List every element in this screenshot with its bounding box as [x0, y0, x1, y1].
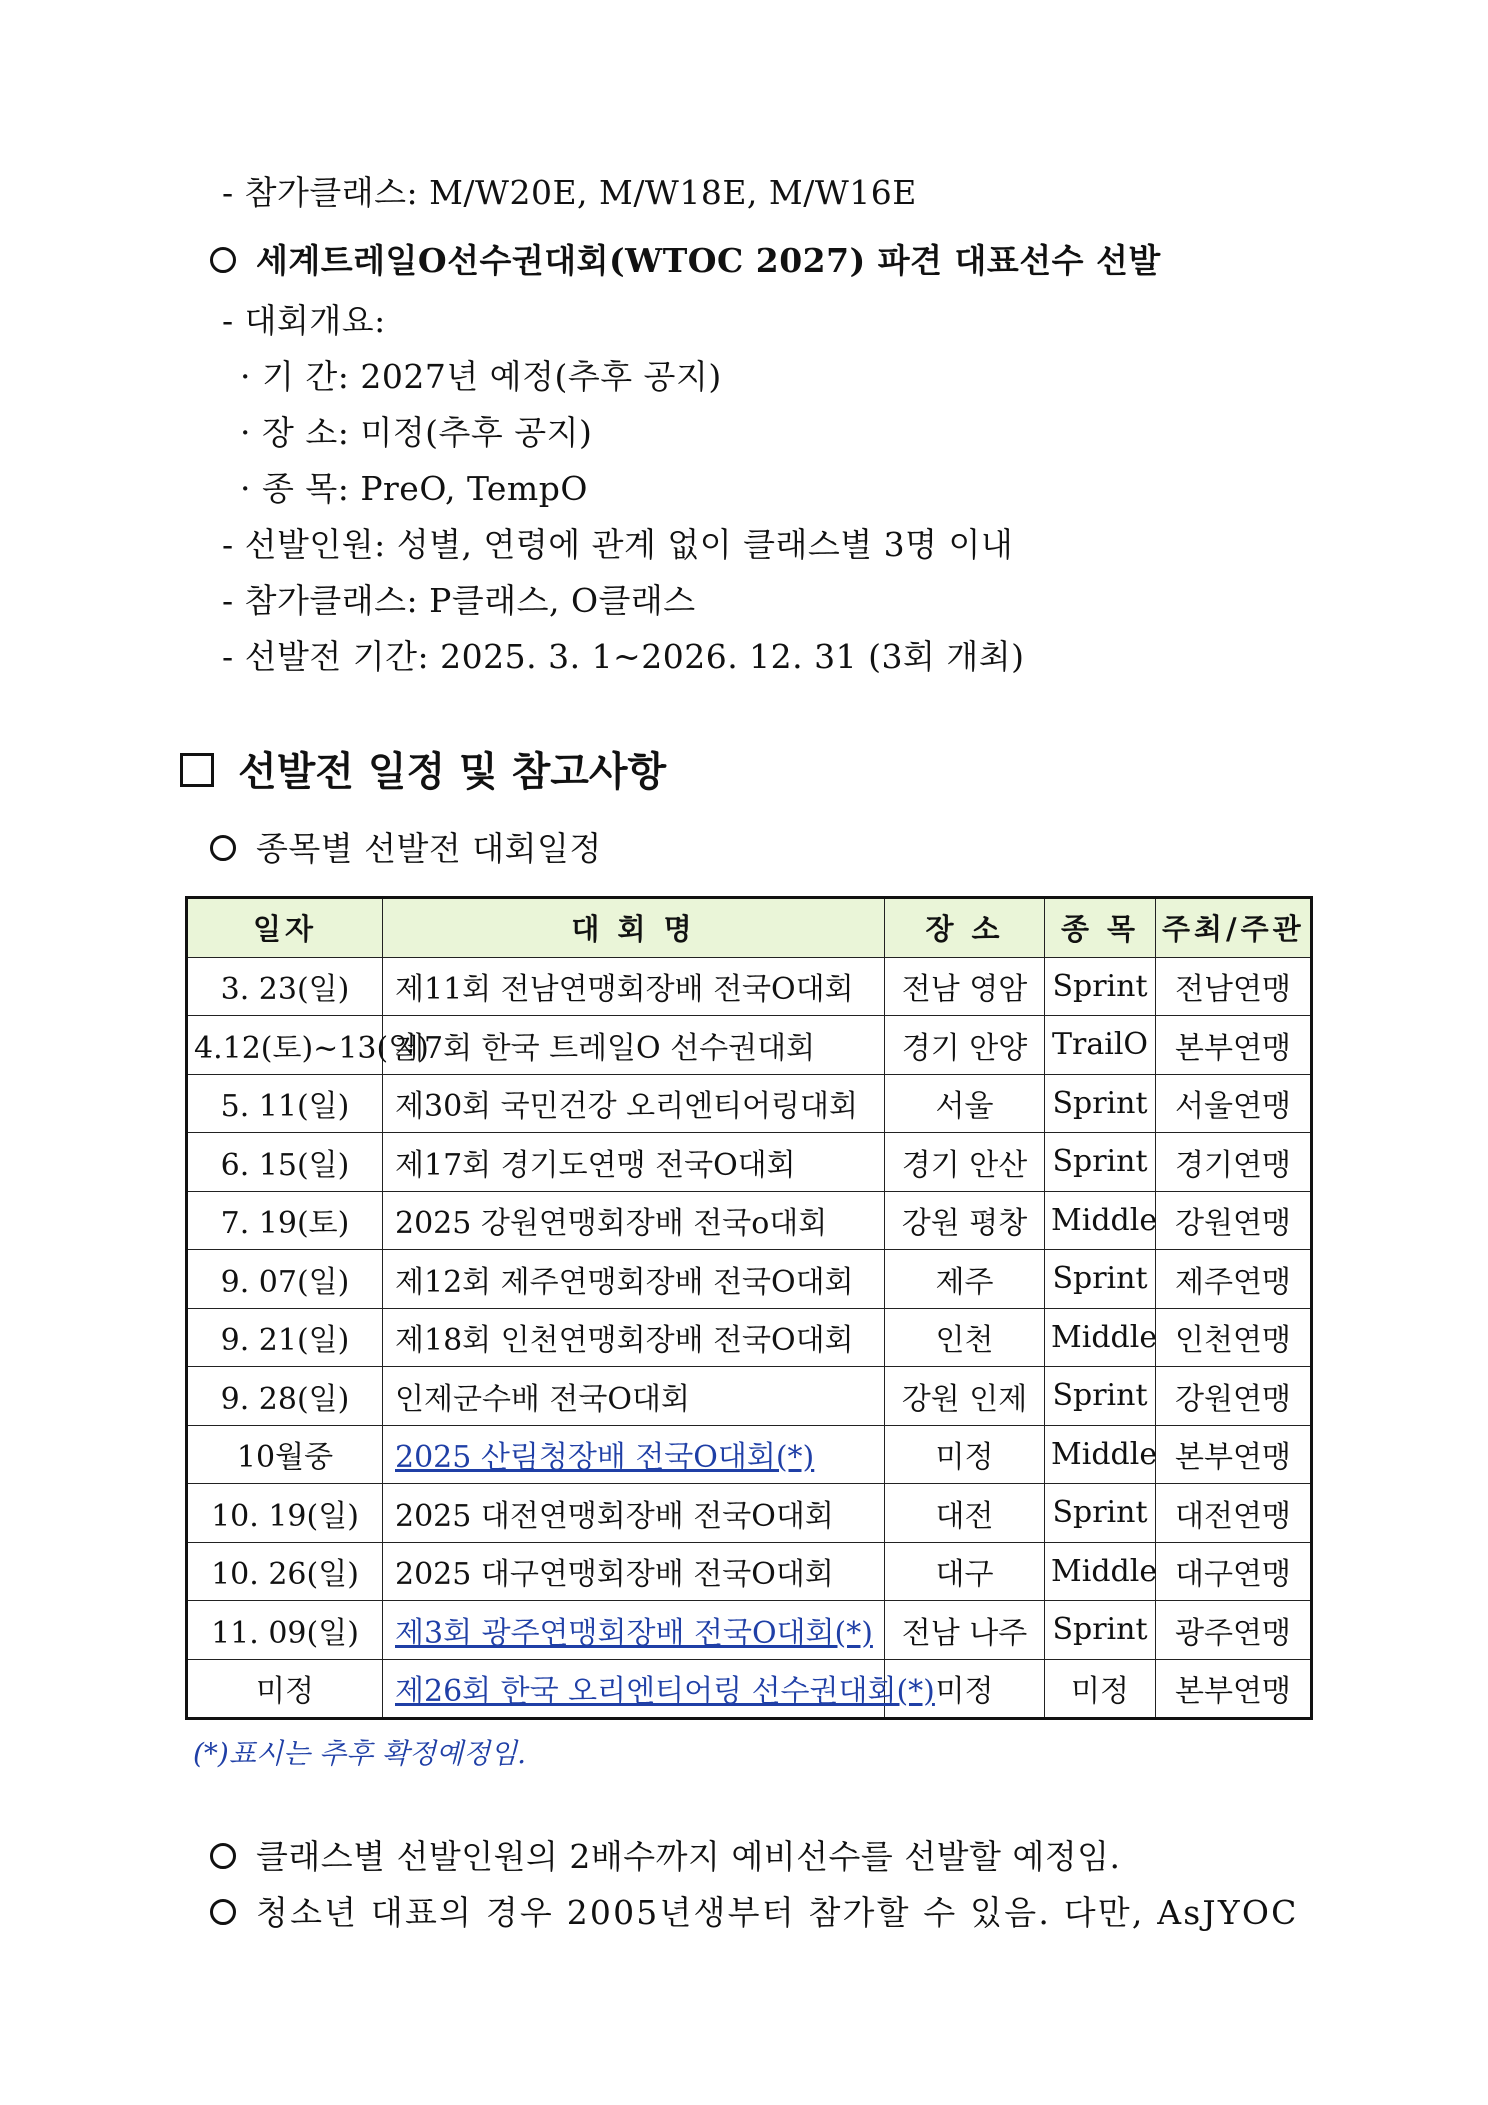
- cell-place: 인천: [885, 1308, 1045, 1367]
- table-row: [187, 1016, 1312, 1075]
- cell-name: 2025 대전연맹회장배 전국O대회: [383, 1484, 885, 1543]
- youth-line: [210, 1892, 1299, 1934]
- cell-date: 10. 26(일): [187, 1542, 383, 1601]
- cell-date: 5. 11(일): [187, 1074, 383, 1133]
- cell-place: 제주: [885, 1250, 1045, 1309]
- cell-host: 강원연맹: [1156, 1367, 1312, 1426]
- period-line: · 기 간: 2027년 예정(추후 공지): [240, 357, 722, 396]
- events-line: · 종 목: PreO, TempO: [240, 469, 588, 508]
- section-title: [180, 744, 666, 800]
- cell-place: 대전: [885, 1484, 1045, 1543]
- cell-date: 11. 09(일): [187, 1601, 383, 1660]
- cell-name: 제30회 국민건강 오리엔티어링대회: [383, 1074, 885, 1133]
- event-link[interactable]: 2025 산림청장배 전국O대회(*): [395, 1440, 815, 1476]
- cell-date: 10. 19(일): [187, 1484, 383, 1543]
- cell-type: Middle: [1045, 1308, 1156, 1367]
- wtoc-title: 세계트레일O선수권대회(WTOC 2027) 파견 대표선수 선발: [256, 241, 1161, 280]
- cell-name: 인제군수배 전국O대회: [383, 1367, 885, 1426]
- cell-date: 9. 07(일): [187, 1250, 383, 1309]
- circle-bullet-icon: [210, 247, 236, 273]
- venue-line: · 장 소: 미정(추후 공지): [240, 413, 593, 452]
- table-row: [187, 1308, 1312, 1367]
- cell-host: 광주연맹: [1156, 1601, 1312, 1660]
- schedule-table: [185, 896, 1313, 1720]
- table-row: [187, 1425, 1312, 1484]
- cell-type: Sprint: [1045, 1484, 1156, 1543]
- reserve-text: 클래스별 선발인원의 2배수까지 예비선수를 선발할 예정임.: [256, 1837, 1121, 1876]
- cell-name: 2025 강원연맹회장배 전국o대회: [383, 1191, 885, 1250]
- cell-date: 3. 23(일): [187, 957, 383, 1016]
- event-link[interactable]: 제26회 한국 오리엔티어링 선수권대회(*): [395, 1674, 935, 1710]
- cell-name: [383, 1601, 885, 1660]
- cell-place: 경기 안산: [885, 1133, 1045, 1192]
- cell-type: Sprint: [1045, 1133, 1156, 1192]
- table-row: [187, 1601, 1312, 1660]
- cell-name: 제12회 제주연맹회장배 전국O대회: [383, 1250, 885, 1309]
- table-row: [187, 1484, 1312, 1543]
- header-date: 일자: [187, 898, 383, 958]
- table-body: [187, 957, 1312, 1719]
- cell-place: 미정: [885, 1659, 1045, 1719]
- table-header-row: [187, 898, 1312, 958]
- table-row: [187, 1250, 1312, 1309]
- cell-host: 제주연맹: [1156, 1250, 1312, 1309]
- classes-top-line: - 참가클래스: M/W20E, M/W18E, M/W16E: [222, 173, 917, 212]
- section-subtitle: [210, 828, 602, 870]
- circle-bullet-icon: [210, 835, 236, 861]
- selection-period-line: - 선발전 기간: 2025. 3. 1~2026. 12. 31 (3회 개최): [222, 637, 1025, 676]
- cell-date: 9. 21(일): [187, 1308, 383, 1367]
- table-row: [187, 1191, 1312, 1250]
- cell-type: Sprint: [1045, 957, 1156, 1016]
- overview-line: - 대회개요:: [222, 301, 386, 340]
- cell-host: 전남연맹: [1156, 957, 1312, 1016]
- section-subtitle-text: 종목별 선발전 대회일정: [256, 829, 602, 868]
- cell-place: 강원 평창: [885, 1191, 1045, 1250]
- wtoc-heading: [210, 240, 1161, 282]
- cell-place: 서울: [885, 1074, 1045, 1133]
- table-row: [187, 1367, 1312, 1426]
- selection-count-line: - 선발인원: 성별, 연령에 관계 없이 클래스별 3명 이내: [222, 525, 1014, 564]
- cell-type: Sprint: [1045, 1250, 1156, 1309]
- cell-date: 미정: [187, 1659, 383, 1719]
- header-type: 종 목: [1045, 898, 1156, 958]
- cell-place: 미정: [885, 1425, 1045, 1484]
- youth-text: 청소년 대표의 경우 2005년생부터 참가할 수 있음. 다만, AsJYOC: [256, 1893, 1299, 1932]
- cell-name: 제11회 전남연맹회장배 전국O대회: [383, 957, 885, 1016]
- cell-type: Sprint: [1045, 1601, 1156, 1660]
- circle-bullet-icon: [210, 1843, 236, 1869]
- cell-host: 본부연맹: [1156, 1425, 1312, 1484]
- cell-date: 9. 28(일): [187, 1367, 383, 1426]
- cell-host: 대구연맹: [1156, 1542, 1312, 1601]
- cell-date: 4.12(토)~13(일): [187, 1016, 383, 1075]
- header-place: 장 소: [885, 898, 1045, 958]
- header-name: 대 회 명: [383, 898, 885, 958]
- circle-bullet-icon: [210, 1899, 236, 1925]
- cell-host: 본부연맹: [1156, 1016, 1312, 1075]
- cell-place: 강원 인제: [885, 1367, 1045, 1426]
- cell-place: 전남 나주: [885, 1601, 1045, 1660]
- cell-host: 본부연맹: [1156, 1659, 1312, 1719]
- cell-type: Middle: [1045, 1542, 1156, 1601]
- header-host: 주최/주관: [1156, 898, 1312, 958]
- section-title-text: 선발전 일정 및 참고사항: [238, 749, 667, 795]
- cell-name: 제17회 경기도연맹 전국O대회: [383, 1133, 885, 1192]
- table-row: [187, 1133, 1312, 1192]
- event-link[interactable]: 제3회 광주연맹회장배 전국O대회(*): [395, 1615, 873, 1651]
- cell-name: 제7회 한국 트레일O 선수권대회: [383, 1016, 885, 1075]
- cell-name: [383, 1425, 885, 1484]
- table-row: [187, 1542, 1312, 1601]
- reserve-line: [210, 1836, 1121, 1878]
- cell-name: [383, 1659, 935, 1719]
- cell-date: 10월중: [187, 1425, 383, 1484]
- cell-type: 미정: [1045, 1659, 1156, 1719]
- cell-type: Sprint: [1045, 1367, 1156, 1426]
- cell-type: TrailO: [1045, 1016, 1156, 1075]
- cell-place: 대구: [885, 1542, 1045, 1601]
- cell-host: 경기연맹: [1156, 1133, 1312, 1192]
- classes-line: - 참가클래스: P클래스, O클래스: [222, 581, 696, 620]
- cell-type: Sprint: [1045, 1074, 1156, 1133]
- footnote: (*)표시는 추후 확정예정임.: [193, 1737, 527, 1770]
- cell-place: 전남 영암: [885, 957, 1045, 1016]
- square-bullet-icon: [180, 753, 214, 787]
- cell-type: Middle: [1045, 1191, 1156, 1250]
- cell-type: Middle: [1045, 1425, 1156, 1484]
- cell-host: 인천연맹: [1156, 1308, 1312, 1367]
- cell-host: 강원연맹: [1156, 1191, 1312, 1250]
- cell-date: 6. 15(일): [187, 1133, 383, 1192]
- cell-host: 대전연맹: [1156, 1484, 1312, 1543]
- cell-name: 제18회 인천연맹회장배 전국O대회: [383, 1308, 885, 1367]
- table-row: [187, 957, 1312, 1016]
- cell-place: 경기 안양: [885, 1016, 1045, 1075]
- cell-host: 서울연맹: [1156, 1074, 1312, 1133]
- table-row: [187, 1074, 1312, 1133]
- table-row: [187, 1659, 1312, 1719]
- cell-name: 2025 대구연맹회장배 전국O대회: [383, 1542, 885, 1601]
- cell-date: 7. 19(토): [187, 1191, 383, 1250]
